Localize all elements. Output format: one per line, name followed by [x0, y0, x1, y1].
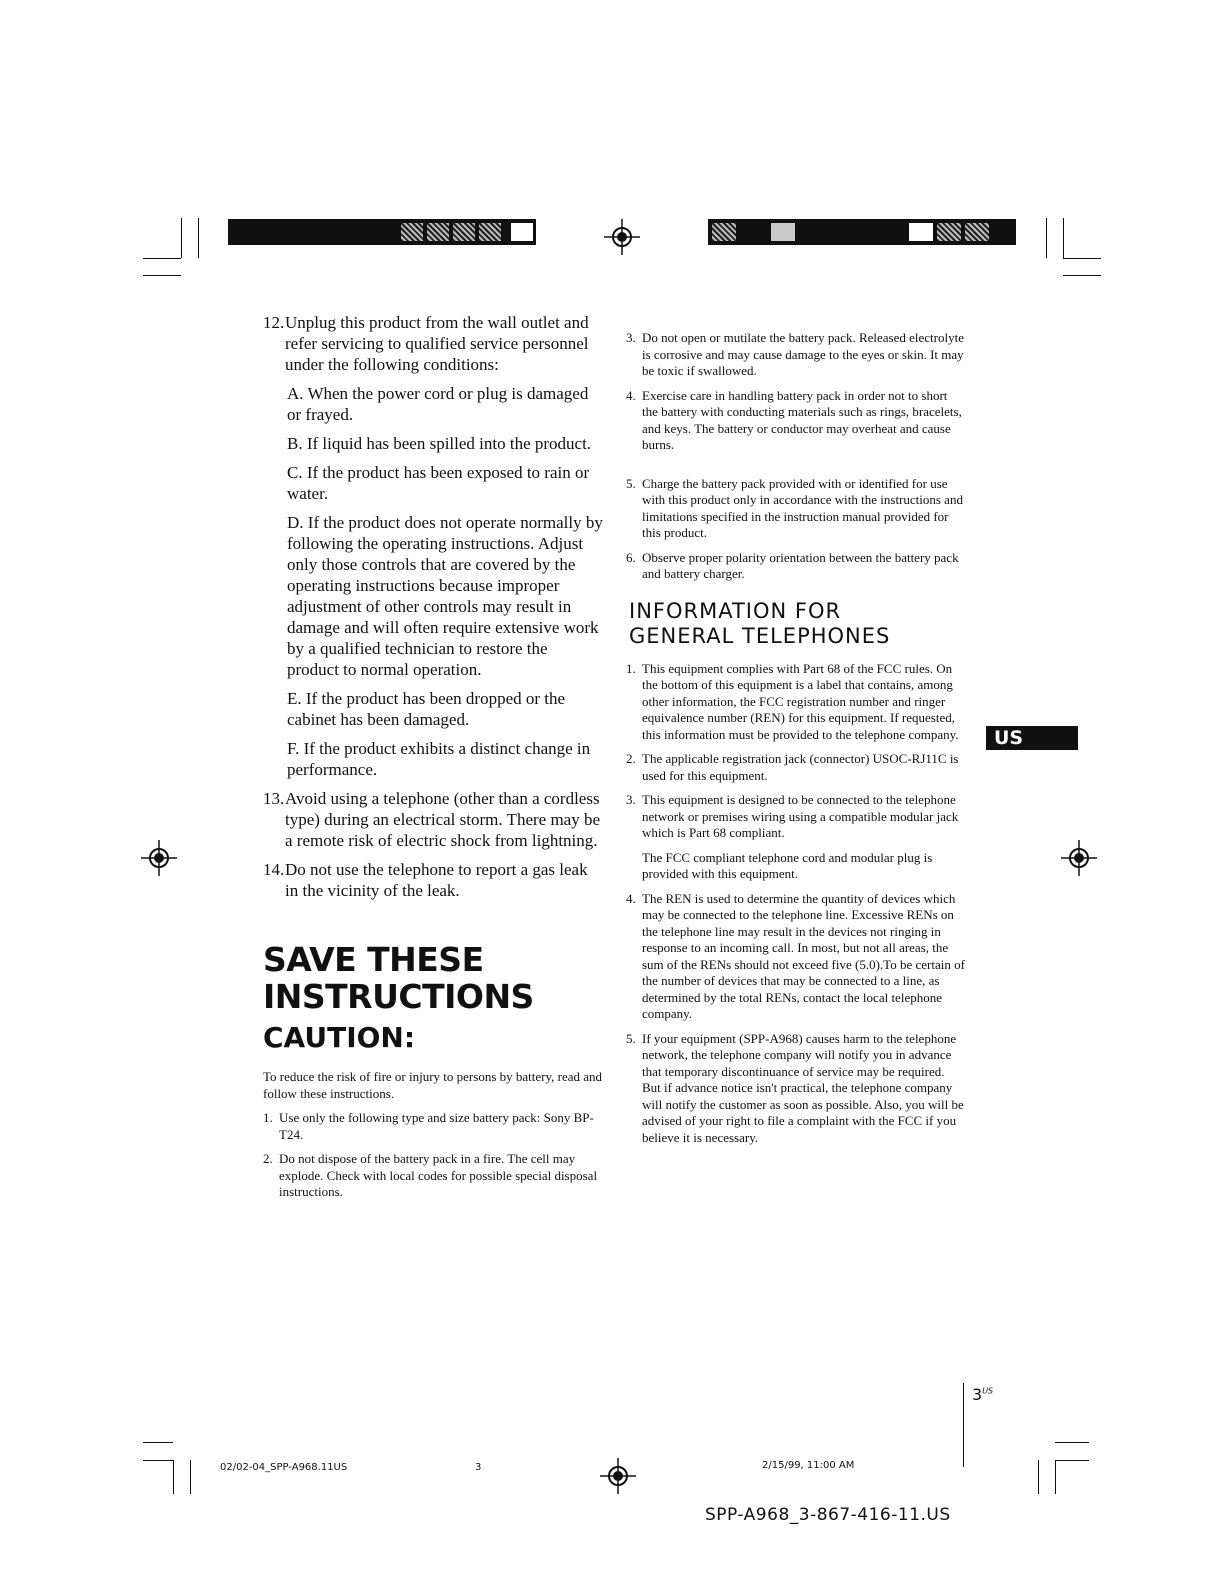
registration-bar-left: [228, 219, 536, 245]
heading-line: GENERAL TELEPHONES: [629, 623, 891, 648]
bar-swatch: [426, 222, 450, 242]
crop-mark-top-right-v2: [1063, 218, 1064, 258]
save-instructions-heading: [263, 941, 603, 1015]
condition-b: B. If liquid has been spilled into the product.: [287, 434, 592, 453]
item-number: 2.: [626, 751, 636, 766]
item-text: If your equipment (SPP-A968) causes harm to the telephone network, the telephone company will notify you in advance that temporary discontinuance of service may be required. But if advance notice isn't practical, the telephone company will notify the customer as soon as possible. Also, you will be advised of your right to file a complaint with the FCC if you believe it is necessary.: [642, 1030, 964, 1145]
crop-mark-bottom-right-h: [1055, 1442, 1089, 1443]
item-number: 2.: [263, 1151, 273, 1166]
caution-item-2: [263, 1151, 603, 1201]
registration-target-icon: [600, 1458, 636, 1494]
item-text: Do not open or mutilate the battery pack. Released electrolyte is corrosive and may cause damage to the eyes or skin. It may be toxic if swallowed.: [642, 330, 964, 378]
item-text: Use only the following type and size battery pack: Sony BP-T24.: [279, 1110, 594, 1142]
bar-swatch: [452, 222, 476, 242]
caution-intro: To reduce the risk of fire or injury to persons by battery, read and follow these instructions.: [263, 1069, 603, 1101]
crop-mark-bottom-left-v: [173, 1460, 174, 1494]
item-text: Unplug this product from the wall outlet and refer servicing to qualified service personnel under the following conditions:: [285, 313, 589, 374]
item-number: 12.: [263, 313, 285, 332]
bar-swatch: [964, 222, 990, 242]
right-column: [626, 330, 966, 1154]
item-extra-text: The FCC compliant telephone cord and modular plug is provided with this equipment.: [642, 849, 933, 881]
registration-bar-right: [708, 219, 1016, 245]
item-text: The REN is used to determine the quantity of devices which may be connected to the telephone line. Excessive RENs on the telephone line may result in the devices not ringing in response to an incoming call. In most, but not all areas, the sum of the RENs should not exceed five (5.0).To be certain of the number of devices that may be connected to a line, as determined by the total RENs, contact the local telephone company.: [642, 890, 965, 1021]
item-number: 4.: [626, 890, 636, 906]
caution-item-6: [626, 550, 966, 583]
item-text: Do not use the telephone to report a gas leak in the vicinity of the leak.: [285, 860, 588, 900]
bar-swatch: [711, 222, 737, 242]
info-item-4: [626, 891, 966, 1023]
information-heading: [629, 599, 966, 649]
instruction-item-14: [263, 859, 603, 901]
info-item-3: [626, 792, 966, 883]
condition-f: F. If the product exhibits a distinct change in performance.: [287, 739, 591, 779]
item-text: The applicable registration jack (connector) USOC-RJ11C is used for this equipment.: [642, 751, 959, 783]
page-number-value: 3: [972, 1385, 983, 1404]
footer-timestamp: 2/15/99, 11:00 AM: [762, 1460, 855, 1471]
footer-file-code: 02/02-04_SPP-A968.11US: [220, 1462, 348, 1473]
info-item-2: [626, 751, 966, 784]
crop-mark-bottom-left-v2: [190, 1460, 191, 1494]
instruction-item-12: [263, 312, 603, 375]
info-item-1: [626, 661, 966, 744]
item-text: This equipment is designed to be connected to the telephone network or premises wiring using a compatible modular jack which is Part 68 compliant.: [642, 792, 959, 840]
item-text: Do not dispose of the battery pack in a fire. The cell may explode. Check with local codes for possible special disposal instructions.: [279, 1151, 598, 1199]
crop-mark-bottom-right-h2: [1055, 1460, 1089, 1461]
bar-swatch: [400, 222, 424, 242]
bar-swatch: [770, 222, 796, 242]
caution-item-3: [626, 330, 966, 380]
item-number: 3.: [626, 330, 636, 345]
registration-target-icon: [1061, 840, 1097, 876]
item-text: Exercise care in handling battery pack in order not to short the battery with conducting materials such as rings, bracelets, and keys. The battery or conductor may overheat and cause burns.: [642, 387, 962, 452]
item-text: Avoid using a telephone (other than a cordless type) during an electrical storm. There may be a remote risk of electric shock from lightning.: [285, 789, 601, 850]
footer-doc-id: SPP-A968_3-867-416-11.US: [705, 1505, 951, 1525]
instruction-item-13: [263, 788, 603, 851]
item-number: 3.: [626, 792, 636, 807]
registration-target-icon: [141, 840, 177, 876]
crop-mark-top-left-v2: [198, 218, 199, 258]
heading-line: SAVE THESE: [263, 940, 484, 979]
registration-target-icon: [604, 219, 640, 255]
condition-a: A. When the power cord or plug is damaged or frayed.: [287, 384, 589, 424]
bar-swatch: [936, 222, 962, 242]
item-number: 14.: [263, 860, 285, 879]
crop-mark-bottom-right-v2: [1055, 1460, 1056, 1494]
item-number: 5.: [626, 1030, 636, 1046]
page-number: [972, 1385, 993, 1404]
bar-swatch: [510, 222, 534, 242]
info-item-5: [626, 1031, 966, 1147]
page-number-rule: [963, 1383, 964, 1467]
item-number: 13.: [263, 789, 285, 808]
condition-d: D. If the product does not operate normally by following the operating instructions. Adjust only those controls that are covered by the operating instructions because improper adjustment of other controls may result in damage and will often require extensive work by a qualified technician to restore the product to normal operation.: [287, 513, 603, 679]
caution-item-5: [626, 476, 966, 542]
caution-item-4: [626, 388, 966, 454]
crop-mark-top-left-v: [181, 218, 182, 258]
crop-mark-bottom-left-h: [143, 1442, 173, 1443]
region-badge: US: [986, 726, 1078, 750]
crop-mark-top-left-h: [143, 258, 181, 259]
bar-swatch: [478, 222, 502, 242]
item-number: 1.: [626, 660, 636, 676]
condition-e: E. If the product has been dropped or the cabinet has been damaged.: [287, 689, 566, 729]
item-text: Observe proper polarity orientation between the battery pack and battery charger.: [642, 549, 959, 581]
heading-line: INSTRUCTIONS: [263, 977, 534, 1016]
left-column: [263, 312, 603, 1209]
crop-mark-top-right-h2: [1063, 275, 1101, 276]
heading-line: INFORMATION FOR: [629, 598, 842, 623]
page-number-suffix: US: [982, 1386, 994, 1396]
bar-swatch: [908, 222, 934, 242]
footer-page: 3: [475, 1462, 482, 1473]
crop-mark-top-right-h: [1063, 258, 1101, 259]
item-number: 4.: [626, 387, 636, 403]
item-text: Charge the battery pack provided with or identified for use with this product only in accordance with the instructions and limitations specified in the instruction manual provided for this product.: [642, 475, 963, 540]
item-number: 1.: [263, 1110, 273, 1125]
condition-c: C. If the product has been exposed to rain or water.: [287, 463, 590, 503]
caution-item-1: [263, 1110, 603, 1143]
crop-mark-top-right-v: [1046, 218, 1047, 258]
crop-mark-bottom-right-v: [1038, 1460, 1039, 1494]
caution-heading: CAUTION:: [263, 1021, 416, 1054]
item-text: This equipment complies with Part 68 of the FCC rules. On the bottom of this equipment is a label that contains, among other information, the FCC registration number and ringer equivalence number (REN) for this equipment. If requested, this information must be provided to the telephone company.: [642, 660, 959, 742]
item-number: 5.: [626, 475, 636, 491]
item-number: 6.: [626, 549, 636, 565]
crop-mark-top-left-h2: [143, 275, 181, 276]
crop-mark-bottom-left-h2: [143, 1460, 173, 1461]
